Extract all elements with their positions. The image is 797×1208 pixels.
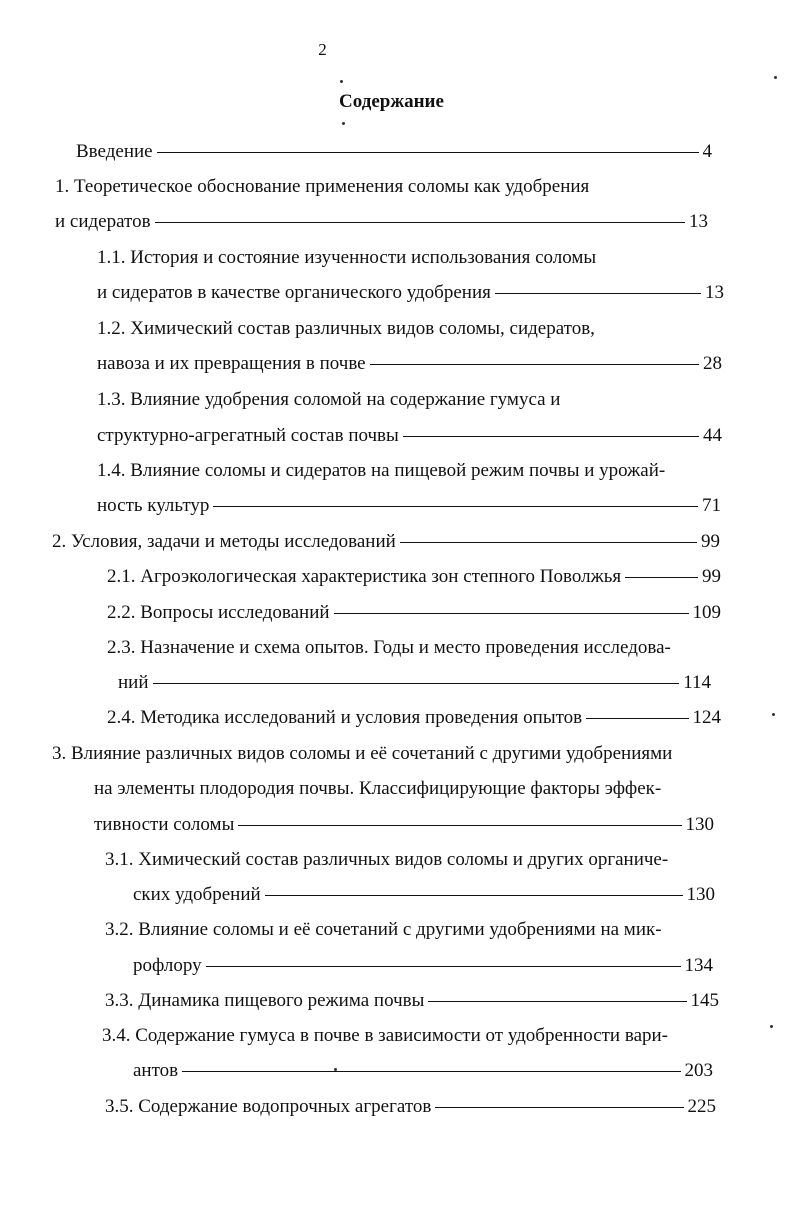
scan-speck [774,76,777,79]
toc-leader [370,364,699,365]
toc-entry-text: 3. Влияние различных видов соломы и её сочетаний с другими удобрениями [52,743,673,764]
toc-page-number: 124 [692,707,721,728]
toc-leader [155,222,685,223]
toc-leader [625,577,698,578]
toc-entry-text: навоза и их превращения в почве [97,353,366,374]
toc-page-number: 130 [686,884,715,905]
toc-leader [153,683,680,684]
toc-leader [206,966,681,967]
scan-speck [340,80,343,83]
toc-page-number: 134 [684,955,713,976]
scan-speck [342,122,345,125]
toc-entry-1-3 [97,424,722,448]
toc-entry-text: и сидератов в качестве органического удобрения [97,282,491,303]
toc-entry-2-1 [107,565,721,589]
toc-entry-3-3 [105,989,719,1013]
toc-entry-2-2 [107,601,721,625]
toc-entry-1-2 [97,352,722,376]
toc-title: Содержание [339,91,444,112]
toc-entry-ch1 [55,210,708,234]
toc-entry-intro [76,140,712,164]
scan-speck [770,1025,773,1028]
toc-entry-text: ний [118,672,149,693]
toc-entry-text: рофлору [133,955,202,976]
toc-entry-text: 1. Теоретическое обоснование применения соломы как удобрения [55,176,590,197]
toc-leader [586,718,688,719]
toc-entry-text: 3.2. Влияние соломы и её сочетаний с другими удобрениями на мик- [105,919,662,940]
toc-leader [428,1001,686,1002]
toc-leader [213,506,698,507]
toc-entry-1-1 [97,281,724,305]
toc-entry-text: тивности соломы [94,814,235,835]
toc-page-number: 44 [703,425,722,446]
toc-page-number: 225 [687,1096,716,1117]
toc-leader [334,613,689,614]
toc-leader [403,436,699,437]
toc-entry-2-4 [107,706,721,730]
toc-entry-text: 2. Условия, задачи и методы исследований [52,531,396,552]
toc-entry-text: 2.1. Агроэкологическая характеристика зон степного Поволжья [107,566,622,587]
toc-entry-text: 1.4. Влияние соломы и сидератов на пищевой режим почвы и урожай- [97,460,666,481]
toc-entry-text: 3.5. Содержание водопрочных агрегатов [105,1096,432,1117]
toc-leader [435,1107,683,1108]
toc-entry-ch3 [94,813,714,837]
toc-entry-text: ских удобрений [133,884,261,905]
toc-entry-text: 2.2. Вопросы исследований [107,602,330,623]
toc-entry-3-5 [105,1095,716,1119]
toc-entry-2-3 [118,671,711,695]
toc-page-number: 4 [702,141,712,162]
toc-entry-3-4 [133,1059,713,1083]
toc-entry-text: 1.3. Влияние удобрения соломой на содержание гумуса и [97,389,561,410]
toc-entry-text: ность культур [97,495,210,516]
toc-page-number: 13 [689,211,708,232]
toc-entry-1-4 [97,494,721,518]
toc-page-number: 109 [692,602,721,623]
toc-entry-text: структурно-агрегатный состав почвы [97,425,399,446]
toc-leader [400,542,697,543]
toc-entry-text: 2.4. Методика исследований и условия проведения опытов [107,707,583,728]
toc-entry-text: и сидератов [55,211,151,232]
toc-leader [182,1071,680,1072]
toc-page-number: 203 [684,1060,713,1081]
toc-entry-text: 1.1. История и состояние изученности использования соломы [97,247,597,268]
toc-entry-ch2 [52,530,720,554]
toc-page-number: 114 [683,672,711,693]
scan-speck [334,1068,337,1071]
toc-leader [238,825,681,826]
page-number: 2 [318,40,327,59]
toc-entry-text: антов [133,1060,179,1081]
toc-page-number: 71 [702,495,721,516]
toc-entry-3-1 [133,883,715,907]
toc-entry-text: на элементы плодородия почвы. Классифицирующие факторы эффек- [94,778,662,799]
toc-leader [265,895,683,896]
toc-page-number: 99 [702,566,721,587]
toc-page-number: 13 [705,282,724,303]
toc-entry-text: Введение [76,141,153,162]
toc-entry-text: 2.3. Назначение и схема опытов. Годы и место проведения исследова- [107,637,671,658]
toc-page-number: 145 [690,990,719,1011]
toc-page-number: 99 [701,531,720,552]
toc-page-number: 28 [703,353,722,374]
toc-page-number: 130 [685,814,714,835]
toc-entry-text: 1.2. Химический состав различных видов соломы, сидератов, [97,318,595,339]
toc-entry-text: 3.4. Содержание гумуса в почве в зависимости от удобренности вари- [102,1025,669,1046]
toc-entry-text: 3.3. Динамика пищевого режима почвы [105,990,425,1011]
scan-speck [772,713,775,716]
toc-leader [495,293,701,294]
toc-entry-text: 3.1. Химический состав различных видов соломы и других органиче- [105,849,669,870]
toc-leader [157,152,699,153]
toc-entry-3-2 [133,954,713,978]
